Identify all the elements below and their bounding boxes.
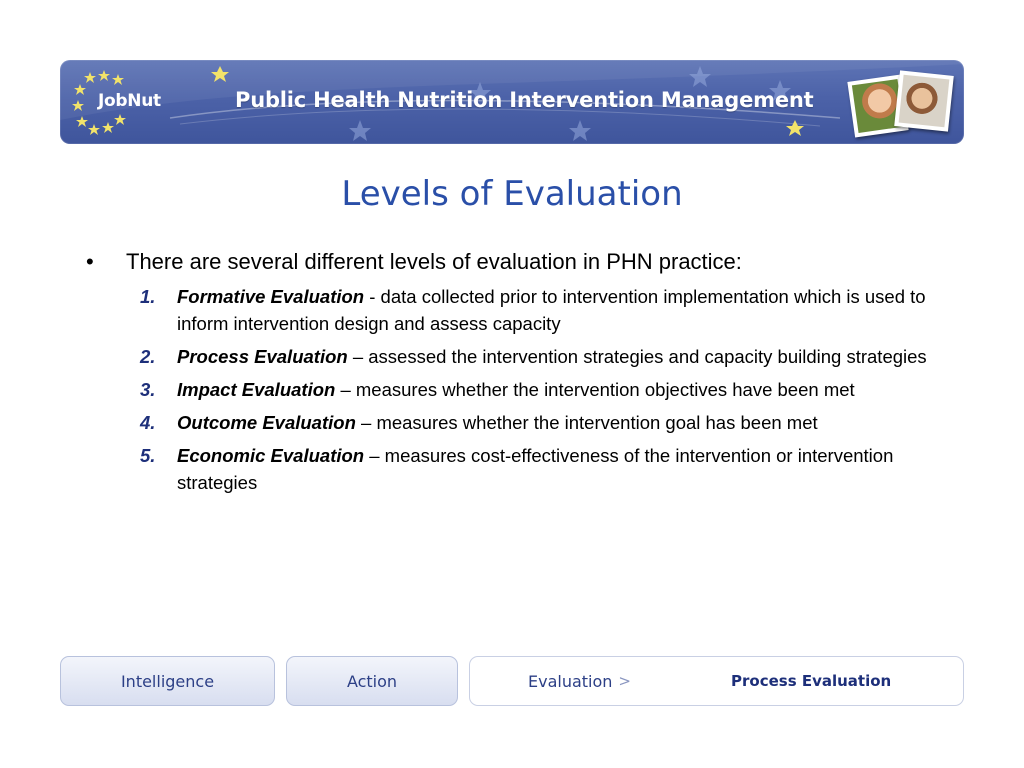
- item-description: – measures cost-effectiveness of the intervention or intervention strategies: [177, 445, 894, 493]
- slide-title: Levels of Evaluation: [341, 174, 683, 214]
- header-banner: [60, 60, 964, 144]
- tab-evaluation-label: Evaluation: [528, 671, 613, 691]
- item-term: Impact Evaluation: [177, 379, 336, 400]
- banner-title: Public Health Nutrition Intervention Management: [235, 88, 814, 112]
- list-item: [86, 343, 957, 370]
- tab-intelligence[interactable]: [60, 656, 275, 706]
- tab-evaluation[interactable]: [469, 656, 964, 706]
- item-number: 1.: [140, 286, 156, 307]
- item-term: Economic Evaluation: [177, 445, 365, 466]
- item-number: 2.: [140, 346, 156, 367]
- slide-content: [86, 248, 966, 502]
- item-description: – measures whether the intervention goal has been met: [355, 412, 818, 433]
- banner-photos: [845, 70, 955, 140]
- bullet-icon: •: [86, 249, 94, 274]
- evaluation-levels-list: [86, 283, 966, 496]
- item-description: – assessed the intervention strategies and capacity building strategies: [347, 346, 927, 367]
- intro-line: [86, 248, 966, 276]
- item-number: 4.: [140, 412, 156, 433]
- item-term: Outcome Evaluation: [177, 412, 356, 433]
- item-number: 3.: [140, 379, 156, 400]
- tab-action[interactable]: [286, 656, 458, 706]
- list-item: [86, 409, 957, 436]
- tab-intelligence-label: Intelligence: [120, 671, 215, 691]
- item-term: Process Evaluation: [177, 346, 348, 367]
- tab-action-label: Action: [346, 671, 398, 691]
- current-section-label: Process Evaluation: [731, 672, 892, 690]
- item-description: - data collected prior to intervention implementation which is used to inform intervention design and assess capacity: [177, 286, 926, 334]
- logo-text: JobNut: [98, 91, 161, 111]
- chevron-right-icon: >: [618, 672, 631, 690]
- item-number: 5.: [140, 445, 156, 466]
- item-term: Formative Evaluation: [177, 286, 365, 307]
- intro-text: There are several different levels of evaluation in PHN practice:: [126, 249, 742, 274]
- list-item: [86, 283, 957, 337]
- list-item: [86, 442, 957, 496]
- jobnut-logo: [72, 68, 161, 138]
- photo-mother-baby: [894, 70, 954, 131]
- list-item: [86, 376, 957, 403]
- item-description: – measures whether the intervention objectives have been met: [335, 379, 855, 400]
